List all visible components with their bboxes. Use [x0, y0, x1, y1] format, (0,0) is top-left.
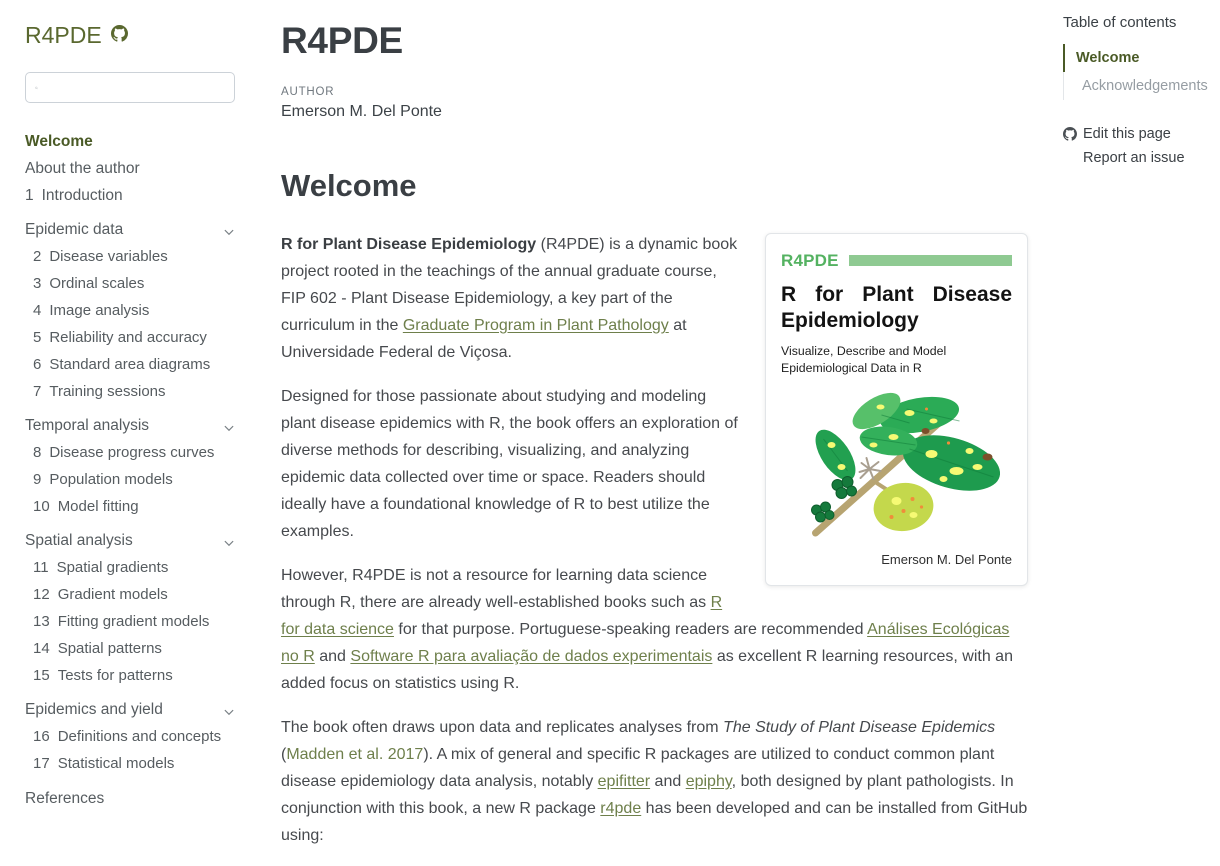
- italic-text: The Study of Plant Disease Epidemics: [723, 719, 996, 736]
- sidebar-item-gradient-models[interactable]: [25, 581, 237, 608]
- sidebar-item-population-models[interactable]: [25, 466, 237, 493]
- chapter-number: 17: [33, 755, 50, 772]
- chapter-number: 14: [33, 640, 50, 657]
- main-content: [281, 0, 1028, 866]
- text-run: has been developed and can be installed from GitHub using:: [281, 800, 1028, 844]
- author-label: AUTHOR: [281, 86, 335, 98]
- chevron-down-icon[interactable]: [223, 537, 235, 549]
- chapter-number: 15: [33, 667, 50, 684]
- diseased-leaves-illustration: [781, 379, 1012, 545]
- sidebar-item-standard-area-diagrams[interactable]: [25, 351, 237, 378]
- text-run: Designed for those passionate about studying and modeling plant disease epidemics with R, the book offers an exploration of diverse methods for describing, visualizing, and analyzing epidemic data collected over time or space. Readers should ideally have a foundational knowledge of R to best utilize the examples.: [281, 388, 738, 540]
- link-r4pde[interactable]: r4pde: [600, 800, 642, 817]
- book-cover: [765, 233, 1028, 586]
- sidebar-item-label: Reliability and accuracy: [49, 329, 207, 346]
- sidebar-item-training-sessions[interactable]: [25, 378, 237, 405]
- chapter-number: 12: [33, 586, 50, 603]
- cover-subtitle-line1: Visualize, Describe and Model: [781, 344, 947, 359]
- chevron-down-icon[interactable]: [223, 706, 235, 718]
- sidebar-item-spatial-gradients[interactable]: [25, 554, 237, 581]
- cover-brand: R4PDE: [781, 251, 839, 270]
- sidebar-section-temporal-analysis[interactable]: [25, 412, 237, 439]
- toc-item-acknowledgements[interactable]: Acknowledgements: [1082, 78, 1208, 94]
- sidebar-item-label: Spatial patterns: [57, 640, 162, 657]
- sidebar-item-label: Statistical models: [57, 755, 175, 772]
- search-input[interactable]: [44, 80, 225, 96]
- text-run: , both designed by plant pathologists. In conjunction with this book, a new R package: [281, 773, 1014, 817]
- text-run: and: [650, 773, 686, 790]
- chapter-number: 4: [33, 302, 42, 319]
- sidebar-item-references[interactable]: [25, 785, 237, 812]
- sidebar-item-fitting-gradient-models[interactable]: [25, 608, 237, 635]
- search-icon: [35, 81, 38, 95]
- sidebar-item-label: Standard area diagrams: [49, 356, 211, 373]
- sidebar-item-statistical-models[interactable]: [25, 750, 237, 777]
- sidebar-item-disease-variables[interactable]: [25, 243, 237, 270]
- chapter-number: 11: [33, 559, 49, 576]
- text-run: ). A mix of general and specific R packages are utilized to conduct common plant disease epidemiology data analysis, notably: [281, 746, 995, 790]
- bold-text: R for Plant Disease Epidemiology: [281, 236, 537, 253]
- toc-heading: Table of contents: [1063, 14, 1177, 31]
- sidebar-item-reliability-and-accuracy[interactable]: [25, 324, 237, 351]
- toc-actions: [1063, 122, 1213, 170]
- chapter-number: 13: [33, 613, 50, 630]
- sidebar-item-disease-progress-curves[interactable]: [25, 439, 237, 466]
- content-body: [281, 231, 1028, 849]
- chapter-number: 10: [33, 498, 50, 515]
- table-of-contents: [1063, 0, 1213, 170]
- text-run: However, R4PDE is not a resource for learning data science through R, there are already well-established books such as: [281, 567, 711, 611]
- sidebar-item-ordinal-scales[interactable]: [25, 270, 237, 297]
- sidebar-item-spatial-patterns[interactable]: [25, 635, 237, 662]
- toc-action-edit-this-page[interactable]: [1063, 122, 1213, 146]
- github-icon[interactable]: [111, 25, 128, 42]
- sidebar: [25, 0, 237, 812]
- toc-action-label: Report an issue: [1083, 150, 1185, 166]
- cover-subtitle-line2: Epidemiological Data in R: [781, 361, 922, 376]
- sidebar-section-epidemic-data[interactable]: [25, 216, 237, 243]
- chapter-number: 16: [33, 728, 50, 745]
- sidebar-item-label: Temporal analysis: [25, 417, 150, 434]
- toc-action-label: Edit this page: [1083, 126, 1171, 142]
- sidebar-item-label: Disease variables: [49, 248, 168, 265]
- link-r-for-data-science[interactable]: R for data science: [281, 594, 723, 638]
- sidebar-item-label: Tests for patterns: [57, 667, 173, 684]
- page-title: R4PDE: [281, 20, 403, 61]
- sidebar-item-label: Gradient models: [57, 586, 168, 603]
- sidebar-item-welcome[interactable]: [25, 128, 237, 155]
- cover-author: Emerson M. Del Ponte: [881, 552, 1012, 567]
- sidebar-item-model-fitting[interactable]: [25, 493, 237, 520]
- sidebar-item-label: Ordinal scales: [49, 275, 145, 292]
- sidebar-item-definitions-and-concepts[interactable]: [25, 723, 237, 750]
- sidebar-item-image-analysis[interactable]: [25, 297, 237, 324]
- github-icon: [1063, 127, 1077, 141]
- sidebar-item-label: Disease progress curves: [49, 444, 215, 461]
- sidebar-item-tests-for-patterns[interactable]: [25, 662, 237, 689]
- sidebar-nav: [25, 128, 237, 812]
- toc-list: [1063, 44, 1213, 100]
- link-epifitter[interactable]: epifitter: [597, 773, 651, 790]
- toc-action-report-an-issue[interactable]: [1063, 146, 1213, 170]
- author-name: Emerson M. Del Ponte: [281, 103, 442, 120]
- sidebar-item-label: Definitions and concepts: [57, 728, 222, 745]
- text-run: for that purpose. Portuguese-speaking readers are recommended: [393, 621, 868, 638]
- cover-title: R for Plant Disease Epidemiology: [781, 283, 1012, 333]
- sidebar-book-title[interactable]: R4PDE: [25, 22, 102, 48]
- sidebar-item-introduction[interactable]: [25, 182, 237, 209]
- sidebar-item-label: Image analysis: [49, 302, 150, 319]
- sidebar-item-label: Introduction: [41, 187, 123, 204]
- link-software-r-para-avalia-o-de-dados-experimentais[interactable]: Software R para avaliação de dados experimentais: [350, 648, 713, 665]
- sidebar-item-label: Population models: [49, 471, 173, 488]
- cover-green-bar: [849, 255, 1012, 266]
- sidebar-item-label: About the author: [25, 160, 140, 177]
- sidebar-section-epidemics-and-yield[interactable]: [25, 696, 237, 723]
- sidebar-item-label: Epidemics and yield: [25, 701, 163, 718]
- chevron-down-icon[interactable]: [223, 226, 235, 238]
- text-run: The book often draws upon data and replicates analyses from: [281, 719, 724, 736]
- sidebar-item-label: Welcome: [25, 133, 93, 150]
- chapter-number: 3: [33, 275, 42, 292]
- sidebar-item-label: Spatial analysis: [25, 532, 133, 549]
- chapter-number: 9: [33, 471, 42, 488]
- link-graduate-program-in-plant-pathology[interactable]: Graduate Program in Plant Pathology: [402, 317, 669, 334]
- sidebar-item-label: Fitting gradient models: [57, 613, 210, 630]
- welcome-heading: Welcome: [281, 168, 417, 203]
- sidebar-item-label: Model fitting: [57, 498, 139, 515]
- text-run: at Universidade Federal de Viçosa.: [281, 317, 687, 361]
- chapter-number: 8: [33, 444, 42, 461]
- chapter-number: 5: [33, 329, 42, 346]
- chapter-number: 6: [33, 356, 42, 373]
- sidebar-item-about-the-author[interactable]: [25, 155, 237, 182]
- text-run: (R4PDE) is a dynamic book project rooted in the teachings of the annual graduate course, FIP 602 - Plant Disease Epidemiology, a key part of the curriculum in the: [281, 236, 738, 334]
- text-run: (: [281, 746, 287, 763]
- sidebar-item-label: Spatial gradients: [56, 559, 169, 576]
- chapter-number: 1: [25, 187, 34, 204]
- link-epiphy[interactable]: epiphy: [685, 773, 732, 790]
- toc-item-welcome[interactable]: Welcome: [1063, 44, 1213, 72]
- chapter-number: 7: [33, 383, 42, 400]
- link-an-lises-ecol-gicas-no-r[interactable]: Análises Ecológicas no R: [281, 621, 1010, 665]
- sidebar-item-label: References: [25, 790, 105, 807]
- link-madden-et-al-2017[interactable]: Madden et al. 2017: [286, 746, 424, 763]
- paragraph: [281, 714, 1028, 849]
- sidebar-section-spatial-analysis[interactable]: [25, 527, 237, 554]
- text-run: as excellent R learning resources, with an added focus on statistics using R.: [281, 648, 1013, 692]
- chapter-number: 2: [33, 248, 42, 265]
- chevron-down-icon[interactable]: [223, 422, 235, 434]
- sidebar-item-label: Training sessions: [49, 383, 166, 400]
- sidebar-item-label: Epidemic data: [25, 221, 124, 238]
- search-box[interactable]: [25, 72, 235, 103]
- text-run: and: [314, 648, 351, 665]
